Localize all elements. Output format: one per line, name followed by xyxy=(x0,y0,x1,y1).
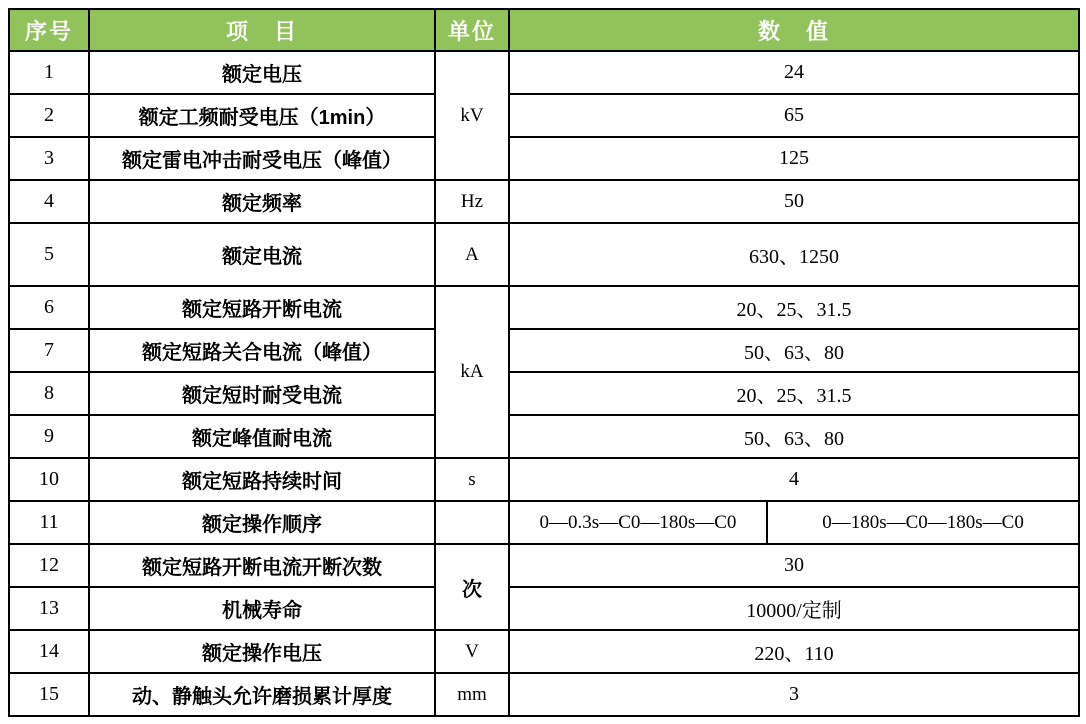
table-row xyxy=(9,286,1079,329)
value-cell: 3 xyxy=(509,673,1079,716)
header-col-value: 数 值 xyxy=(509,9,1079,51)
value-cell: 30 xyxy=(509,544,1079,587)
row-number: 11 xyxy=(9,501,89,544)
row-number: 13 xyxy=(9,587,89,630)
value-cell: 50、63、80 xyxy=(509,329,1079,372)
unit-label xyxy=(435,501,509,544)
table-row xyxy=(9,94,1079,137)
item-label: 机械寿命 xyxy=(89,587,435,630)
value-cell-left: 0—0.3s—C0—180s—C0 xyxy=(509,501,767,544)
row-number: 1 xyxy=(9,51,89,94)
unit-label: Hz xyxy=(435,180,509,223)
item-label: 额定峰值耐电流 xyxy=(89,415,435,458)
table-row xyxy=(9,673,1079,716)
unit-label: 次 xyxy=(435,544,509,630)
row-number: 3 xyxy=(9,137,89,180)
value-cell-right: 0—180s—C0—180s—C0 xyxy=(767,501,1079,544)
item-label: 额定电流 xyxy=(89,223,435,286)
row-number: 12 xyxy=(9,544,89,587)
item-label: 额定短路关合电流（峰值） xyxy=(89,329,435,372)
item-label: 额定短路开断电流开断次数 xyxy=(89,544,435,587)
table-row xyxy=(9,180,1079,223)
item-label: 额定频率 xyxy=(89,180,435,223)
value-cell: 20、25、31.5 xyxy=(509,286,1079,329)
item-label: 额定工频耐受电压（1min） xyxy=(89,94,435,137)
header-col-unit: 单位 xyxy=(435,9,509,51)
item-label: 额定短路持续时间 xyxy=(89,458,435,501)
unit-label: A xyxy=(435,223,509,286)
item-label: 额定短路开断电流 xyxy=(89,286,435,329)
table-row xyxy=(9,587,1079,630)
row-number: 2 xyxy=(9,94,89,137)
table-row xyxy=(9,137,1079,180)
unit-label: kV xyxy=(435,51,509,180)
value-cell: 50 xyxy=(509,180,1079,223)
value-cell: 20、25、31.5 xyxy=(509,372,1079,415)
row-number: 10 xyxy=(9,458,89,501)
value-cell: 4 xyxy=(509,458,1079,501)
table-row xyxy=(9,544,1079,587)
item-label: 额定操作顺序 xyxy=(89,501,435,544)
header-row xyxy=(9,9,1079,51)
value-cell: 220、110 xyxy=(509,630,1079,673)
row-number: 5 xyxy=(9,223,89,286)
value-cell: 125 xyxy=(509,137,1079,180)
row-number: 7 xyxy=(9,329,89,372)
table-row xyxy=(9,329,1079,372)
row-number: 4 xyxy=(9,180,89,223)
header-col-no: 序号 xyxy=(9,9,89,51)
row-number: 8 xyxy=(9,372,89,415)
value-cell: 65 xyxy=(509,94,1079,137)
table-header xyxy=(9,9,1079,51)
table-row xyxy=(9,51,1079,94)
value-cell: 10000/定制 xyxy=(509,587,1079,630)
row-number: 14 xyxy=(9,630,89,673)
table-row xyxy=(9,630,1079,673)
table-row xyxy=(9,501,1079,544)
unit-label: s xyxy=(435,458,509,501)
row-number: 9 xyxy=(9,415,89,458)
value-cell: 24 xyxy=(509,51,1079,94)
item-label: 额定短时耐受电流 xyxy=(89,372,435,415)
unit-label: mm xyxy=(435,673,509,716)
table-row xyxy=(9,415,1079,458)
table-row xyxy=(9,223,1079,286)
value-cell: 630、1250 xyxy=(509,223,1079,286)
row-number: 15 xyxy=(9,673,89,716)
spec-table xyxy=(8,8,1080,717)
row-number: 6 xyxy=(9,286,89,329)
header-col-item: 项 目 xyxy=(89,9,435,51)
table-row xyxy=(9,458,1079,501)
unit-label: V xyxy=(435,630,509,673)
value-cell: 50、63、80 xyxy=(509,415,1079,458)
item-label: 额定电压 xyxy=(89,51,435,94)
item-label: 额定操作电压 xyxy=(89,630,435,673)
item-label: 额定雷电冲击耐受电压（峰值） xyxy=(89,137,435,180)
table-row xyxy=(9,372,1079,415)
unit-label: kA xyxy=(435,286,509,458)
item-label: 动、静触头允许磨损累计厚度 xyxy=(89,673,435,716)
